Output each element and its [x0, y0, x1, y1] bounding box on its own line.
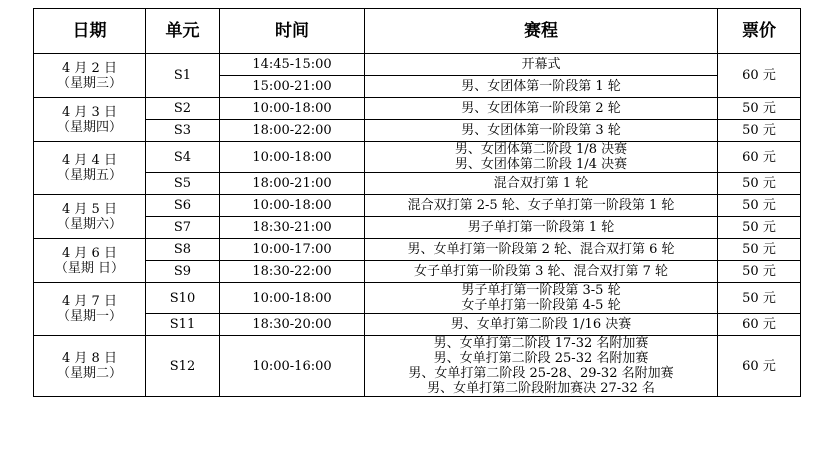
- time-cell: 10:00-18:00: [220, 283, 365, 314]
- session-cell: S10: [146, 283, 220, 314]
- time-cell: 18:00-21:00: [220, 173, 365, 195]
- program-cell: 男、女团体第一阶段第 1 轮: [365, 76, 718, 98]
- program-cell: 男、女单打第一阶段第 2 轮、混合双打第 6 轮: [365, 239, 718, 261]
- date-cell: [34, 239, 146, 283]
- price-cell: 50 元: [718, 98, 801, 120]
- table-row: [34, 173, 801, 195]
- time-cell: 18:30-20:00: [220, 314, 365, 336]
- price-cell: 50 元: [718, 195, 801, 217]
- session-cell: S3: [146, 120, 220, 142]
- header-session: 单元: [146, 9, 220, 54]
- price-cell: 50 元: [718, 217, 801, 239]
- program-line: 女子单打第一阶段第 4-5 轮: [461, 298, 621, 313]
- header-price: 票价: [718, 9, 801, 54]
- table-row: [34, 217, 801, 239]
- program-line: 男、女团体第二阶段 1/8 决赛: [454, 142, 628, 157]
- program-cell: 男、女单打第二阶段 1/16 决赛: [365, 314, 718, 336]
- header-schedule: 赛程: [365, 9, 718, 54]
- table-row: [34, 314, 801, 336]
- table-row: [34, 239, 801, 261]
- session-cell: S7: [146, 217, 220, 239]
- program-cell: [365, 142, 718, 173]
- session-cell: S2: [146, 98, 220, 120]
- weekday-text: （星期三）: [56, 75, 122, 91]
- session-cell: S8: [146, 239, 220, 261]
- table-row: [34, 98, 801, 120]
- time-cell: 18:30-22:00: [220, 261, 365, 283]
- date-cell: [34, 142, 146, 195]
- table-row: [34, 120, 801, 142]
- table-row: [34, 54, 801, 76]
- price-cell: 50 元: [718, 239, 801, 261]
- program-line: 男、女单打第二阶段附加赛决 27-32 名: [427, 381, 655, 396]
- time-cell: 18:30-21:00: [220, 217, 365, 239]
- program-cell: [365, 283, 718, 314]
- header-time: 时间: [220, 9, 365, 54]
- date-text: 4 月 8 日: [62, 351, 117, 366]
- weekday-text: （星期一）: [56, 309, 122, 324]
- program-cell: 混合双打第 1 轮: [365, 173, 718, 195]
- session-cell: S4: [146, 142, 220, 173]
- program-line: 男、女单打第二阶段 25-32 名附加赛: [433, 351, 649, 366]
- session-cell: S12: [146, 336, 220, 397]
- program-line: 男子单打第一阶段第 3-5 轮: [461, 283, 621, 298]
- session-cell: S11: [146, 314, 220, 336]
- price-cell: 60 元: [718, 336, 801, 397]
- date-cell: [34, 283, 146, 336]
- price-cell: 60 元: [718, 314, 801, 336]
- session-cell: S9: [146, 261, 220, 283]
- program-cell: 女子单打第一阶段第 3 轮、混合双打第 7 轮: [365, 261, 718, 283]
- price-cell: 50 元: [718, 173, 801, 195]
- table-row: [34, 195, 801, 217]
- price-cell: 50 元: [718, 120, 801, 142]
- price-cell: 50 元: [718, 261, 801, 283]
- time-cell: 10:00-16:00: [220, 336, 365, 397]
- program-line: 男、女单打第二阶段 25-28、29-32 名附加赛: [408, 366, 674, 381]
- program-line: 男、女单打第二阶段 17-32 名附加赛: [433, 336, 649, 351]
- header-row: [34, 9, 801, 54]
- session-cell: S6: [146, 195, 220, 217]
- program-cell: 男、女团体第一阶段第 3 轮: [365, 120, 718, 142]
- weekday-text: （星期四）: [56, 119, 122, 135]
- time-cell: 18:00-22:00: [220, 120, 365, 142]
- date-text: 4 月 2 日: [62, 60, 117, 76]
- weekday-text: （星期二）: [56, 366, 122, 381]
- program-cell: 男子单打第一阶段第 1 轮: [365, 217, 718, 239]
- date-text: 4 月 4 日: [62, 153, 117, 168]
- weekday-text: （星期 日）: [54, 260, 125, 276]
- schedule-table: [33, 8, 801, 397]
- date-cell: [34, 195, 146, 239]
- time-cell: 14:45-15:00: [220, 54, 365, 76]
- time-cell: 10:00-18:00: [220, 98, 365, 120]
- date-text: 4 月 6 日: [62, 245, 117, 261]
- time-cell: 15:00-21:00: [220, 76, 365, 98]
- price-cell: 50 元: [718, 283, 801, 314]
- table-row: [34, 261, 801, 283]
- program-cell: 开幕式: [365, 54, 718, 76]
- weekday-text: （星期五）: [56, 168, 122, 183]
- weekday-text: （星期六）: [56, 216, 122, 232]
- header-date: 日期: [34, 9, 146, 54]
- time-cell: 10:00-18:00: [220, 195, 365, 217]
- price-cell: 60 元: [718, 142, 801, 173]
- date-text: 4 月 3 日: [62, 104, 117, 120]
- date-cell: [34, 54, 146, 98]
- price-cell: 60 元: [718, 54, 801, 98]
- time-cell: 10:00-17:00: [220, 239, 365, 261]
- time-cell: 10:00-18:00: [220, 142, 365, 173]
- program-cell: 混合双打第 2-5 轮、女子单打第一阶段第 1 轮: [365, 195, 718, 217]
- program-cell: 男、女团体第一阶段第 2 轮: [365, 98, 718, 120]
- program-cell: [365, 336, 718, 397]
- date-text: 4 月 7 日: [62, 294, 117, 309]
- program-line: 男、女团体第二阶段 1/4 决赛: [454, 157, 628, 172]
- date-cell: [34, 336, 146, 397]
- date-cell: [34, 98, 146, 142]
- session-cell: S1: [146, 54, 220, 98]
- date-text: 4 月 5 日: [62, 201, 117, 217]
- session-cell: S5: [146, 173, 220, 195]
